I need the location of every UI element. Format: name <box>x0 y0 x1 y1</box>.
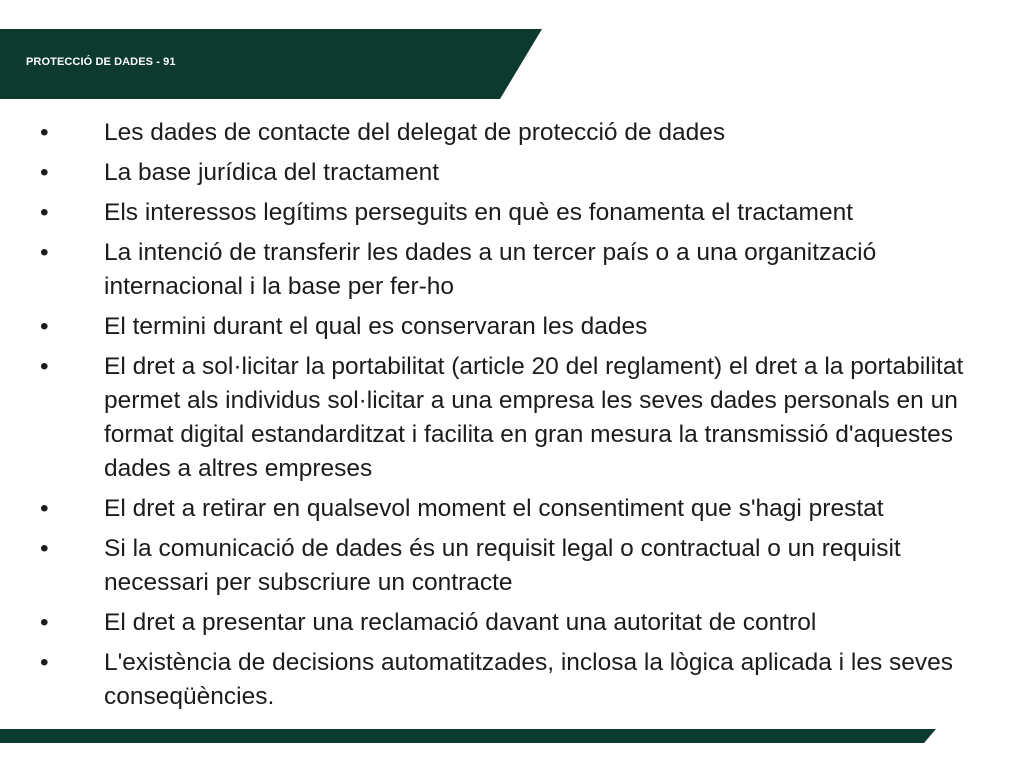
list-item <box>40 350 970 486</box>
list-item <box>40 236 970 304</box>
list-item-text: Les dades de contacte del delegat de protecció de dades <box>104 119 726 146</box>
list-item-text: Si la comunicació de dades és un requisit legal o contractual o un requisit necessari per subscriure un contracte <box>104 535 901 596</box>
bullet-icon: • <box>40 609 49 636</box>
list-item-text: Els interessos legítims perseguits en què es fonamenta el tractament <box>104 199 853 226</box>
footer-band-shape <box>0 729 936 743</box>
list-item <box>40 646 970 714</box>
bullet-icon: • <box>40 495 49 522</box>
bullet-icon: • <box>40 119 49 146</box>
list-item <box>40 606 970 640</box>
list-item <box>40 156 970 190</box>
bullet-icon: • <box>40 649 49 676</box>
list-item-text: El dret a presentar una reclamació davant una autoritat de control <box>104 609 817 636</box>
list-item-text: El termini durant el qual es conservaran les dades <box>104 313 648 340</box>
list-item <box>40 116 970 150</box>
list-item-text: El dret a sol·licitar la portabilitat (article 20 del reglament) el dret a la portabilitat permet als individus sol·licitar a una empresa les seves dades personals en un format digital estandarditzat i facilita en gran mesura la transmissió d'aquestes dades a altres empreses <box>104 353 964 482</box>
list-item-text: El dret a retirar en qualsevol moment el consentiment que s'hagi prestat <box>104 495 884 522</box>
list-item <box>40 196 970 230</box>
bullet-icon: • <box>40 199 49 226</box>
list-item-text: La base jurídica del tractament <box>104 159 440 186</box>
bullet-list <box>40 116 970 720</box>
list-item-text: L'existència de decisions automatitzades, inclosa la lògica aplicada i les seves conseqüències. <box>104 649 954 710</box>
list-item <box>40 532 970 600</box>
bullet-icon: • <box>40 313 49 340</box>
bullet-icon: • <box>40 535 49 562</box>
list-item <box>40 310 970 344</box>
bullet-icon: • <box>40 353 49 380</box>
bullet-icon: • <box>40 159 49 186</box>
list-item <box>40 492 970 526</box>
bullet-icon: • <box>40 239 49 266</box>
list-item-text: La intenció de transferir les dades a un tercer país o a una organització internacional i la base per fer-ho <box>104 239 877 300</box>
slide-title: PROTECCIÓ DE DADES - 91 <box>26 56 176 68</box>
footer-band <box>0 729 936 743</box>
header-band <box>0 29 542 99</box>
